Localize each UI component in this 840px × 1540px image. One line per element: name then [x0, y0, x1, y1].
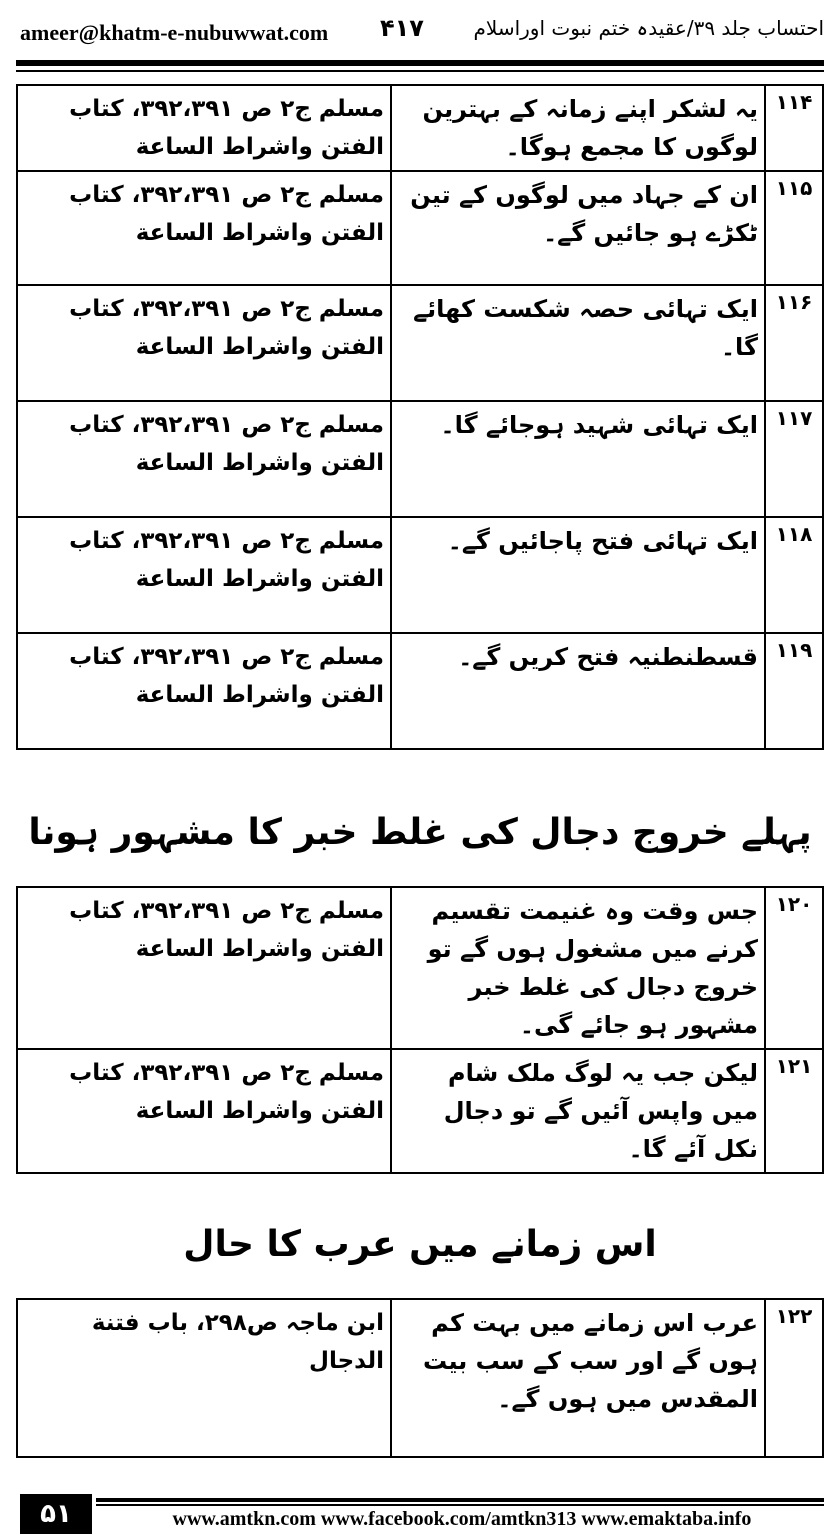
row-text: ایک تہائی شہید ہوجائے گا۔	[391, 401, 765, 517]
page-number: ۴۱۷	[380, 14, 424, 42]
hadith-table-1	[16, 84, 824, 750]
email-address: ameer@khatm-e-nubuwwat.com	[20, 20, 329, 45]
section-heading-1: پہلے خروج دجال کی غلط خبر کا مشہور ہونا	[28, 812, 812, 853]
table-row	[17, 633, 823, 749]
row-reference: مسلم ج۲ ص ۳۹۲،۳۹۱، کتاب الفتن واشراط الساعة	[17, 85, 391, 171]
hadith-table-3	[16, 1298, 824, 1458]
row-number: ۱۲۲	[765, 1299, 823, 1457]
row-text: یہ لشکر اپنے زمانہ کے بہترین لوگوں کا مجمع ہوگا۔	[391, 85, 765, 171]
table-row	[17, 517, 823, 633]
row-number: ۱۱۷	[765, 401, 823, 517]
row-text: لیکن جب یہ لوگ ملک شام میں واپس آئیں گے تو دجال نکل آئے گا۔	[391, 1049, 765, 1173]
row-reference: مسلم ج۲ ص ۳۹۲،۳۹۱، کتاب الفتن واشراط الساعة	[17, 171, 391, 285]
table-row	[17, 1299, 823, 1457]
table-row	[17, 85, 823, 171]
table-row	[17, 401, 823, 517]
table-row	[17, 171, 823, 285]
header-rule	[16, 60, 824, 66]
row-number: ۱۱۶	[765, 285, 823, 401]
footer-rule-thin	[96, 1504, 824, 1506]
row-number: ۱۱۸	[765, 517, 823, 633]
page-header	[16, 14, 824, 54]
row-number: ۱۱۹	[765, 633, 823, 749]
header-rule-thin	[16, 70, 824, 72]
row-reference: مسلم ج۲ ص ۳۹۲،۳۹۱، کتاب الفتن واشراط الساعة	[17, 517, 391, 633]
row-text: ایک تہائی حصہ شکست کھائے گا۔	[391, 285, 765, 401]
row-number: ۱۱۴	[765, 85, 823, 171]
table-row	[17, 1049, 823, 1173]
row-text: ایک تہائی فتح پاجائیں گے۔	[391, 517, 765, 633]
table-row	[17, 887, 823, 1049]
row-reference: مسلم ج۲ ص ۳۹۲،۳۹۱، کتاب الفتن واشراط الساعة	[17, 887, 391, 1049]
row-reference: مسلم ج۲ ص ۳۹۲،۳۹۱، کتاب الفتن واشراط الساعة	[17, 633, 391, 749]
row-reference: مسلم ج۲ ص ۳۹۲،۳۹۱، کتاب الفتن واشراط الساعة	[17, 401, 391, 517]
section-heading-2: اس زمانے میں عرب کا حال	[183, 1224, 657, 1265]
footer-urls: www.amtkn.com www.facebook.com/amtkn313 www.emaktaba.info	[172, 1508, 752, 1530]
row-number: ۱۲۱	[765, 1049, 823, 1173]
footer-rule	[96, 1498, 824, 1502]
row-text: قسطنطنیہ فتح کریں گے۔	[391, 633, 765, 749]
footer-page-number: ۵۱	[20, 1494, 92, 1534]
row-reference: مسلم ج۲ ص ۳۹۲،۳۹۱، کتاب الفتن واشراط الساعة	[17, 285, 391, 401]
row-text: عرب اس زمانے میں بہت کم ہوں گے اور سب کے سب بیت المقدس میں ہوں گے۔	[391, 1299, 765, 1457]
row-number: ۱۲۰	[765, 887, 823, 1049]
row-text: جس وقت وہ غنیمت تقسیم کرنے میں مشغول ہوں گے تو خروج دجال کی غلط خبر مشہور ہو جائے گی۔	[391, 887, 765, 1049]
hadith-table-2	[16, 886, 824, 1174]
row-number: ۱۱۵	[765, 171, 823, 285]
book-title: احتساب جلد ۳۹/عقیدہ ختم نبوت اوراسلام	[473, 16, 824, 40]
table-row	[17, 285, 823, 401]
row-text: ان کے جہاد میں لوگوں کے تین ٹکڑے ہو جائیں گے۔	[391, 171, 765, 285]
row-reference: ابن ماجہ ص۲۹۸، باب فتنة الدجال	[17, 1299, 391, 1457]
row-reference: مسلم ج۲ ص ۳۹۲،۳۹۱، کتاب الفتن واشراط الساعة	[17, 1049, 391, 1173]
